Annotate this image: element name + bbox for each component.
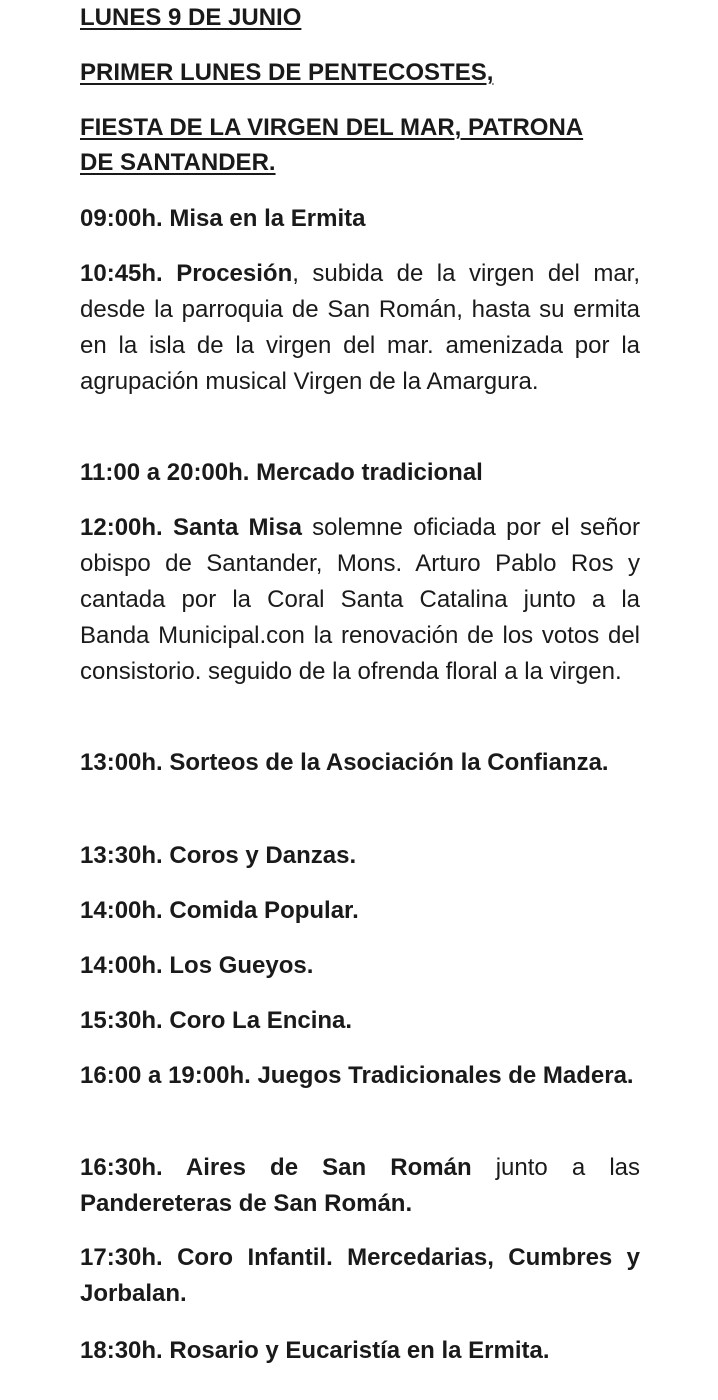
event-time-title: 14:00h. Los Gueyos. <box>80 952 314 979</box>
heading-occasion: PRIMER LUNES DE PENTECOSTES, <box>80 59 494 86</box>
event-time-title: 15:30h. Coro La Encina. <box>80 1007 353 1034</box>
event-time-title: 13:00h. Sorteos de la Asociación la Confianza. <box>80 749 609 776</box>
event-time-title: 18:30h. Rosario y Eucaristía en la Ermita. <box>80 1337 550 1364</box>
event-time-title: 12:00h. Santa Misa <box>80 514 302 541</box>
heading-fiesta-line1: FIESTA DE LA VIRGEN DEL MAR, PATRONA <box>80 114 584 141</box>
heading-date: LUNES 9 DE JUNIO <box>80 4 302 31</box>
event-time-title: 10:45h. Procesión <box>80 260 293 287</box>
event-item <box>80 201 640 237</box>
event-item <box>80 745 640 781</box>
event-item <box>80 1058 640 1094</box>
event-time-title: 16:30h. Aires de San Román <box>80 1154 472 1181</box>
event-item <box>80 893 640 929</box>
event-item <box>80 1003 640 1039</box>
event-item <box>80 838 640 874</box>
event-description: , subida de la virgen del mar, desde la parroquia de San Román, hasta su ermita en la isla de la virgen del mar. amenizada por la agrupación musical Virgen de la Amargura. <box>80 260 641 395</box>
event-time-title: 16:00 a 19:00h. Juegos Tradicionales de Madera. <box>80 1062 634 1089</box>
event-time-title: 14:00h. Comida Popular. <box>80 897 359 924</box>
heading-fiesta-line2: DE SANTANDER. <box>80 149 276 176</box>
event-description: junto a las <box>471 1154 640 1181</box>
event-time-title: 13:30h. Coros y Danzas. <box>80 842 357 869</box>
event-item <box>80 455 640 491</box>
event-item <box>80 256 640 400</box>
event-performer: Pandereteras de San Román. <box>80 1190 413 1217</box>
event-item <box>80 948 640 984</box>
event-time-title: 17:30h. Coro Infantil. Mercedarias, Cumbres y Jorbalan. <box>80 1244 640 1307</box>
event-time-title: 11:00 a 20:00h. Mercado tradicional <box>80 459 483 486</box>
event-item <box>80 1240 640 1312</box>
event-item <box>80 1333 640 1369</box>
event-description: solemne oficiada por el señor obispo de Santander, Mons. Arturo Pablo Ros y cantada por la Coral Santa Catalina junto a la Banda Municipal.con la renovación de los votos del consistorio. seguido de la ofrenda floral a la virgen. <box>80 514 640 685</box>
event-item <box>80 510 640 690</box>
event-item <box>80 1150 640 1222</box>
event-time-title: 09:00h. Misa en la Ermita <box>80 205 366 232</box>
